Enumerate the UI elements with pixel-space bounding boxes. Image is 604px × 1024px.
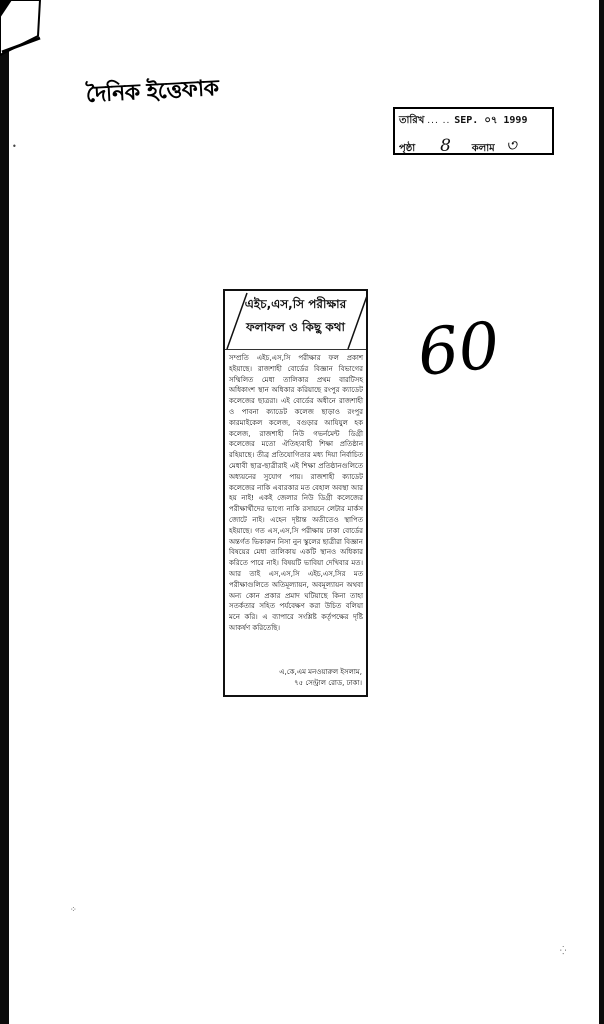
scan-speck: ⁘ (70, 905, 77, 914)
column-label: কলাম (471, 143, 495, 154)
scan-right-edge (599, 0, 604, 1024)
column-value: ৩ (505, 136, 517, 156)
scan-speck: • (12, 142, 17, 151)
scan-left-edge (0, 0, 9, 1024)
author-address: ৭৫ সেন্ট্রাল রোড, ঢাকা। (294, 679, 362, 687)
folded-corner-mark (0, 0, 50, 60)
page-value: 8 (440, 136, 451, 156)
handwritten-number: 60 (414, 308, 504, 392)
author-name: এ,কে,এম মনওয়ারুল ইসলাম, (279, 668, 362, 676)
date-label: তারিখ (399, 115, 425, 126)
date-stamp (393, 107, 554, 155)
newspaper-clipping (223, 289, 368, 697)
article-body: সম্প্রতি এইচ,এস,সি পরীক্ষার ফল প্রকাশ হইয়াছে। রাজশাহী বোর্ডের বিজ্ঞান বিভাগের সম্মিলিত মেধা তালিকার প্রথম বারটিসহ অধিকাংশ স্থান অধিকার করিয়াছে রংপুর ক্যাডেট কলেজের ছাত্ররা। এই বোর্ডের অধীনে রাজশাহী ও পাবনা ক্যাডেট কলেজ ছাড়াও রংপুর কারমাইকেল কলেজ, বগুড়ার আযিযুল হক কলেজ, রাজশাহী নিউ গভর্নমেন্ট ডিগ্রী কলেজের মতো ঐতিহ্যবাহী শিক্ষা প্রতিষ্ঠান রহিয়াছে। তীব্র প্রতিযোগিতার মধ্য দিয়া নির্বাচিত মেধাবী ছাত্র-ছাত্রীরাই এই শিক্ষা প্রতিষ্ঠানগুলিতে অধ্যয়নের সুযোগ পায়। রাজশাহী ক্যাডেট কলেজের নাকি এবারকার মত বেহাল অবস্থা আর হয় নাই! একই জেলার নিউ ডিগ্রী কলেজের পরীক্ষার্থীদের ভাগ্যে নাকি রসায়নে লেটার মার্কস জোটে নাই। এহেন দৃষ্টান্ত অতীতেও স্থাপিত হইয়াছে। গত এস,এস,সি পরীক্ষায় ঢাকা বোর্ডের অন্তর্গত ভিকারুন নিসা নুন স্কুলের ছাত্রীরা বিজ্ঞান বিষয়ের মেধা তালিকায় একটি স্থানও অধিকার করিতে পারে নাই। বিষয়টি ভাবিয়া দেখিবার মত। আর তাই এস,এস,সি এইচ,এস,সির মত পরীক্ষাগুলিতে অতিমূল্যায়ন, অবমূল্যায়ন অথবা অন্য কোন প্রকার প্রমাদ ঘটিয়াছে কিনা তাহা সতর্কতার সহিত পর্যবেক্ষণ করা উচিত বলিয়া মনে করি। এ ব্যাপারে সংশ্লিষ্ট কর্তৃপক্ষের দৃষ্টি আকর্ষণ করিতেছি। (229, 354, 363, 632)
scan-speck: ⁛ (560, 946, 567, 955)
article-headline (225, 291, 366, 350)
newspaper-masthead: দৈনিক ইত্তেফাক (85, 75, 220, 108)
headline-line1: এইচ,এস,সি পরীক্ষার (244, 297, 347, 311)
article-signature (229, 667, 362, 689)
date-value: SEP. ০৭ 1999 (454, 115, 528, 126)
page-label: পৃষ্ঠা (399, 143, 416, 154)
headline-line2: ফলাফল ও কিছু কথা (245, 320, 345, 334)
stamp-dots: ... .. (427, 116, 455, 126)
